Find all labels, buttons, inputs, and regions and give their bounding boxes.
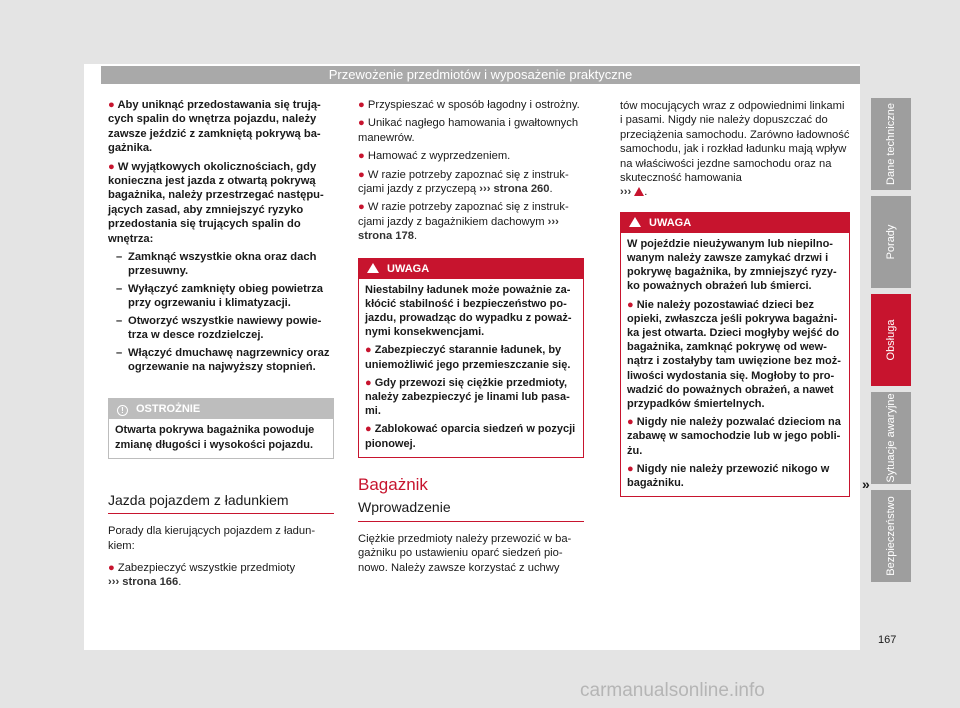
warning-link[interactable]: ››› <box>620 186 632 199</box>
list-item: ● Zabezpieczyć wszystkie przedmioty ››› strona 166. <box>108 561 296 589</box>
tab-sytuacje-awaryjne[interactable]: Sytuacje awaryjne <box>871 392 911 484</box>
column-2 <box>358 98 584 575</box>
info-icon: ! <box>117 405 128 416</box>
warning-box <box>358 258 584 458</box>
list-item: ● Nie należy pozostawiać dzieci bez opieki, zwłaszcza jeśli pokrywa bagażnika jest otwarta. Dzieci mogłyby wejść do bagażnika, zamknąć pokrywę od wewnątrz i zostałyby tam uwięzione bez możliwości wydostania się. Mogłoby to prowadzić do poważnych obrażeń, a nawet przypadków śmiertelnych. <box>627 298 841 411</box>
bullet-icon: ● <box>358 150 365 163</box>
page-link[interactable]: ››› strona 260 <box>479 183 550 196</box>
page-number: 167 <box>878 634 897 646</box>
caution-box-text: Otwarta pokrywa bagażnika powoduje zmianę długości i wysokości pojazdu. <box>115 424 315 451</box>
heading-rule <box>358 521 584 522</box>
subsection-heading: Wprowadzenie <box>358 499 451 516</box>
tab-porady[interactable]: Porady <box>871 196 911 288</box>
sub-item: – Włączyć dmuchawę nagrzewnicy oraz ogrzewanie na najwyższy stopnień. <box>116 346 334 375</box>
list-item: ● W razie potrzeby zapoznać się z instrukcjami jazdy z bagażnikiem dachowym ››› strona 178. <box>358 201 569 243</box>
warning-box <box>620 212 850 497</box>
tab-obsluga[interactable]: Obsługa <box>871 294 911 386</box>
warning-box-body: Niestabilny ładunek może poważnie zakłócić stabilność i bezpieczeństwo pojazdu, prowadząc do wypadku z poważnymi konsekwencjami. ● Zabezpieczyć starannie ładunek, by uniemożliwić jego przemieszczanie się. ● Gdy przewozi się ciężkie przedmioty, należy zabezpieczyć je linami lub pasami. ● Zablokować oparcia siedzeń w pozycji pionowej. <box>365 283 576 450</box>
intro-text: Porady dla kierujących pojazdem z ładunkiem: <box>108 525 316 552</box>
sub-item: – Zamknąć wszystkie okna oraz dach przesuwny. <box>116 250 334 279</box>
bullet-icon: ● <box>108 99 115 111</box>
list-item: ● Zabezpieczyć starannie ładunek, by uniemożliwić jego przemieszczanie się. <box>365 344 571 371</box>
warning-icon <box>629 217 641 227</box>
caution-box-header: ! OSTROŻNIE <box>109 399 333 419</box>
chapter-heading: Bagażnik <box>358 474 428 494</box>
warning-icon <box>367 263 379 273</box>
caution-box <box>108 398 334 458</box>
list-item: ● Nigdy nie należy przewozić nikogo w bagażniku. <box>627 462 830 490</box>
list-item: ● Przyspieszać w sposób łagodny i ostrożny. <box>358 99 580 111</box>
column-3 <box>620 99 850 497</box>
body-paragraph: Ciężkie przedmioty należy przewozić w bagażniku po ustawieniu oparć siedzeń pionowo. Należy zawsze korzystać z uchwy <box>358 532 572 574</box>
bullet-icon: ● <box>358 168 365 181</box>
list-item: ● Hamować z wyprzedzeniem. <box>358 150 511 163</box>
tab-dane-techniczne[interactable]: Dane techniczne <box>871 98 911 190</box>
bullet-icon: ● <box>358 117 365 130</box>
section-heading: Jazda pojazdem z ładunkiem <box>108 491 289 508</box>
list-item: ● Nigdy nie należy pozwalać dzieciom na zabawę w samochodzie lub w jego pobliżu. <box>627 416 841 457</box>
warning-box-header: UWAGA <box>359 259 583 279</box>
warning-icon <box>634 187 644 196</box>
page-link[interactable]: ››› strona 166 <box>108 576 179 589</box>
bullet-icon: ● <box>358 99 365 111</box>
chapter-tabs <box>871 98 911 588</box>
page-link[interactable]: ››› strona 178 <box>358 215 559 243</box>
bullet-icon: ● <box>108 561 115 574</box>
sub-item: – Wyłączyć zamknięty obieg powietrza przy ogrzewaniu i klimatyzacji. <box>116 282 334 311</box>
bullet-icon: ● <box>108 160 115 173</box>
list-item: ● W wyjątkowych okolicznościach, gdy konieczna jest jazda z otwartą pokrywą bagażnika, należy przestrzegać następujących zasad, aby zmniejszyć ryzyko przedostania się trujących spalin do wnętrza: <box>108 160 324 245</box>
heading-rule <box>108 513 334 514</box>
sub-item: – Otworzyć wszystkie nawiewy powietrza w desce rozdzielczej. <box>116 314 334 343</box>
warning-box-header: UWAGA <box>621 213 849 233</box>
warning-box-body: W pojeździe nieużywanym lub niepilnowanym należy zawsze zamykać drzwi i pokrywę bagażnika, by zmniejszyć ryzyko poważnych obrażeń lub śmierci. ● Nie należy pozostawiać dzieci bez opieki, zwłaszcza jeśli pokrywa bagażnika jest otwarta. Dzieci mogłyby wejść do bagażnika, zamknąć pokrywę od wewnątrz i zostałyby tam uwięzione bez możliwości wydostania się. Mogłoby to prowadzić do poważnych obrażeń, a nawet przypadków śmiertelnych. ● Nigdy nie należy pozwalać dzieciom na zabawę w samochodzie lub w jego pobliżu. ● Nigdy nie należy przewozić nikogo w bagażniku. <box>621 233 849 496</box>
bullet-icon: ● <box>358 201 365 214</box>
page-header: Przewożenie przedmiotów i wyposażenie praktyczne <box>101 66 860 84</box>
column-1 <box>108 98 334 590</box>
list-item: ● Zablokować oparcia siedzeń w pozycji pionowej. <box>365 423 576 450</box>
list-item: ● Aby uniknąć przedostawania się trujących spalin do wnętrza pojazdu, należy zawsze jeździć z zamkniętą pokrywą bagażnika. <box>108 99 321 155</box>
list-item: ● Gdy przewozi się ciężkie przedmioty, należy zabezpieczyć je linami lub pasami. <box>365 376 570 418</box>
watermark: carmanualsonline.info <box>580 680 765 701</box>
body-paragraph: tów mocujących wraz z odpowiednimi linkami i pasami. Nigdy nie należy dopuszczać do przeciążenia samochodu. Zarówno ładowność samochodu, jak i rozkład ładunku mają wpływ na właściwości jezdne samochodu oraz na skuteczność hamowania ››› . <box>620 100 850 199</box>
tab-bezpieczenstwo[interactable]: Bezpieczeństwo <box>871 490 911 582</box>
list-item: ● Unikać nagłego hamowania i gwałtownych manewrów. <box>358 117 579 144</box>
continue-icon: » <box>862 476 870 492</box>
list-item: ● W razie potrzeby zapoznać się z instrukcjami jazdy z przyczepą ››› strona 260. <box>358 168 569 196</box>
